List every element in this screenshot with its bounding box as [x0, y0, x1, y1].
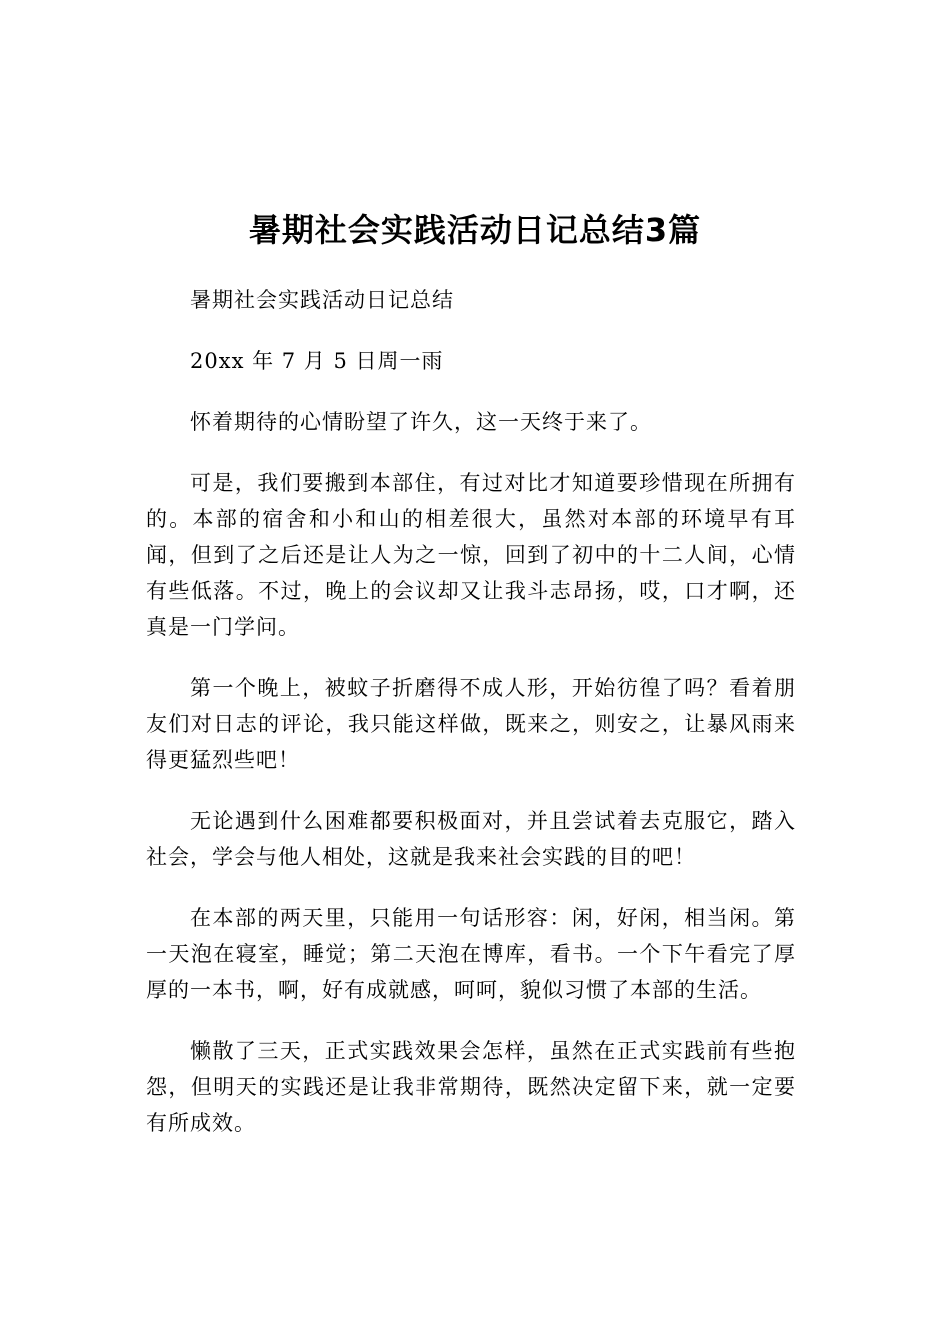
document-title: 暑期社会实践活动日记总结3篇: [248, 211, 702, 249]
body-paragraph: 第一个晚上，被蚊子折磨得不成人形，开始彷徨了吗？看着朋友们对日志的评论，我只能这样做，既来之，则安之，让暴风雨来得更猛烈些吧！: [146, 676, 796, 772]
body-paragraph: 在本部的两天里，只能用一句话形容：闲，好闲，相当闲。第一天泡在寝室，睡觉；第二天泡在博库，看书。一个下午看完了厚厚的一本书，啊，好有成就感，呵呵，貌似习惯了本部的生活。: [146, 906, 796, 1002]
body-paragraph: 怀着期待的心情盼望了许久，这一天终于来了。: [190, 410, 652, 434]
body-paragraph: 懒散了三天，正式实践效果会怎样，虽然在正式实践前有些抱怨，但明天的实践还是让我非常期待，既然决定留下来，就一定要有所成效。: [146, 1039, 796, 1135]
subtitle-paragraph: 暑期社会实践活动日记总结: [190, 288, 454, 312]
date-paragraph: 20xx 年 7 月 5 日周一雨: [190, 349, 444, 373]
body-paragraph: 可是，我们要搬到本部住，有过对比才知道要珍惜现在所拥有的。本部的宿舍和小和山的相差很大，虽然对本部的环境早有耳闻，但到了之后还是让人为之一惊，回到了初中的十二人间，心情有些低落。不过，晚上的会议却又让我斗志昂扬，哎，口才啊，还真是一门学问。: [146, 471, 796, 639]
document-body: [146, 282, 796, 1166]
body-paragraph: 无论遇到什么困难都要积极面对，并且尝试着去克服它，踏入社会，学会与他人相处，这就是我来社会实践的目的吧！: [146, 809, 796, 869]
